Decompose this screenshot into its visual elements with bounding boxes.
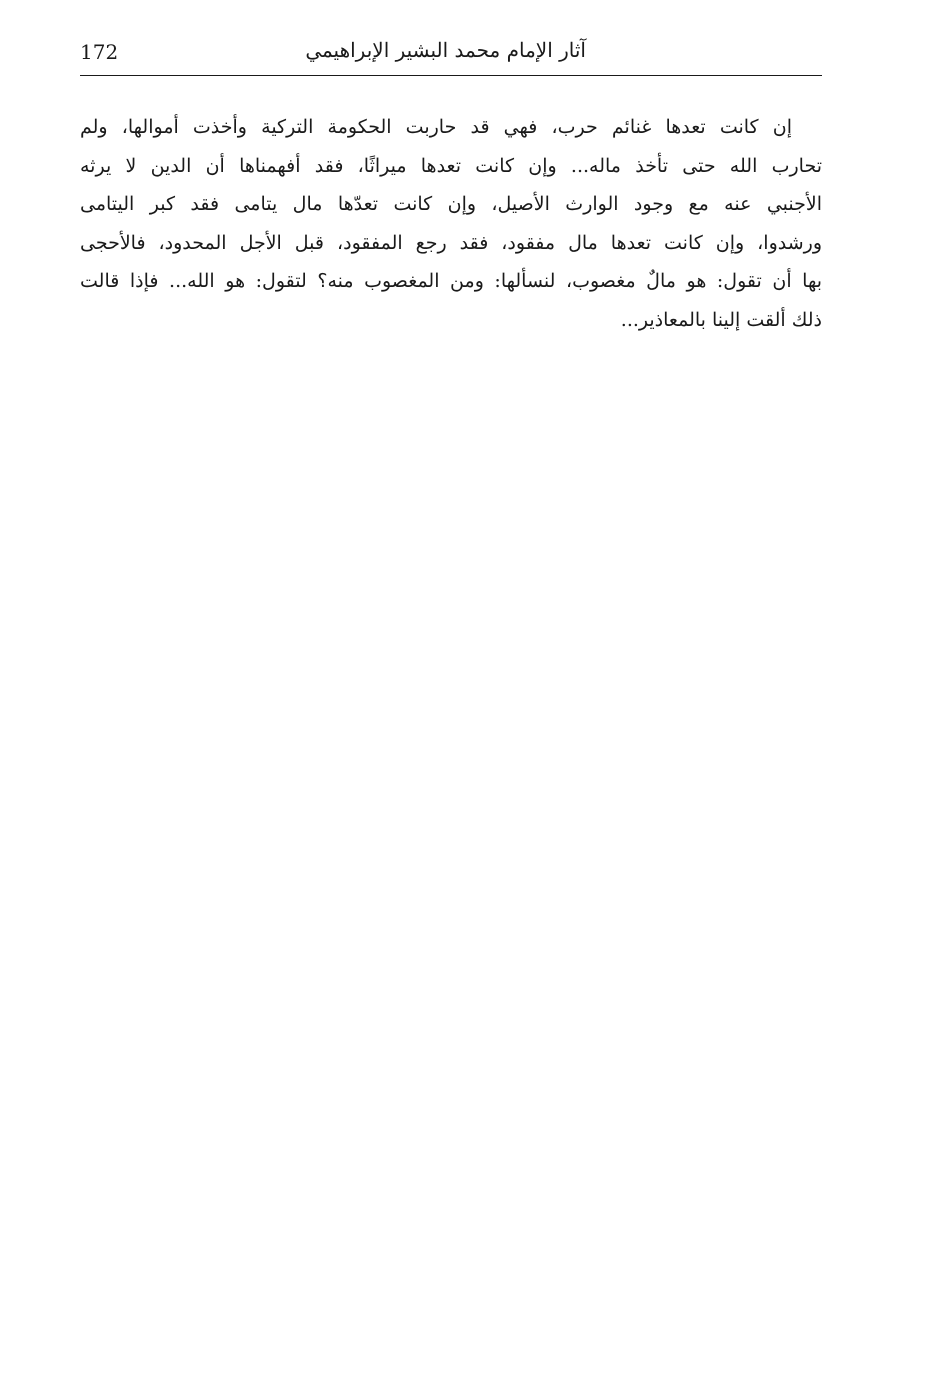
running-title: آثار الإمام محمد البشير الإبراهيمي (305, 38, 586, 62)
paragraph-line-6: ذلك ألقت إلينا بالمعاذير... (620, 308, 822, 331)
paragraph-line-3: الأجنبي عنه مع وجود الوارث الأصيل، وإن كانت تعدّها مال يتامى فقد كبر اليتامى (80, 193, 822, 215)
paragraph-line-4: ورشدوا، وإن كانت تعدها مال مفقود، فقد رجع المفقود، قبل الأجل المحدود، فالأحجى (80, 231, 822, 254)
page-header (80, 36, 822, 76)
paragraph-line-2: تحارب الله حتى تأخذ ماله... وإن كانت تعدها ميراثًا، فقد أفهمناها أن الدين لا يرثه (80, 154, 822, 177)
paragraph-line-1: إن كانت تعدها غنائم حرب، فهي قد حاربت الحكومة التركية وأخذت أموالها، ولم (80, 116, 792, 138)
body-paragraph (80, 108, 822, 339)
paragraph-line-5: بها أن تقول: هو مالٌ مغصوب، لنسألها: ومن المغصوب منه؟ لتقول: هو الله... فإذا قالت (80, 270, 822, 292)
header-rule (80, 75, 822, 76)
page-number: 172 (80, 40, 119, 64)
